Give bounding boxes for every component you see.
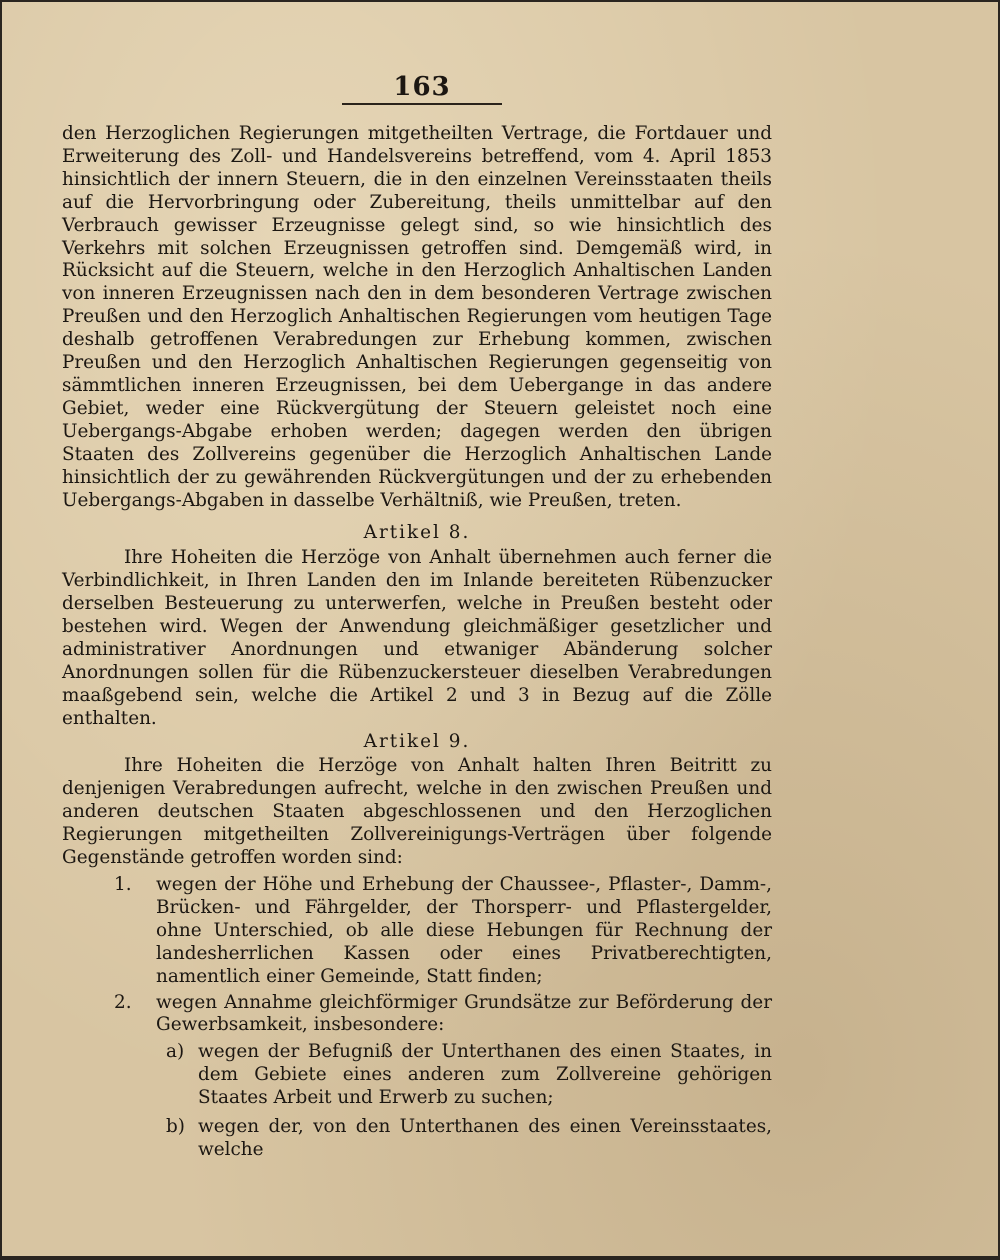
header-rule — [342, 103, 502, 105]
list-item-1 — [62, 874, 772, 989]
article-9-paragraph: Ihre Hoheiten die Herzöge von Anhalt halten Ihren Beitritt zu denjenigen Verabredungen aufrecht, welche in den zwischen Preußen und anderen deutschen Staaten abgeschlossenen und den Herzoglichen Regierungen mitgetheilten Zollvereinigungs-Verträgen über folgende Gegenstände getroffen worden sind: — [62, 755, 772, 869]
article-8-heading: Artikel 8. — [363, 522, 471, 544]
list-item-2-text: wegen Annahme gleichförmiger Grundsätze zur Beförderung der Gewerbsamkeit, insbesondere: — [156, 991, 772, 1036]
sub-marker-b: b) — [166, 1116, 185, 1138]
sub-item-a-text: wegen der Befugniß der Unterthanen des einen Staates, in dem Gebiete eines anderen zum Zollvereine gehörigen Staates Arbeit und Erwerb zu suchen; — [198, 1041, 772, 1109]
sub-item-b-text: wegen der, von den Unterthanen des einen Vereinsstaates, welche — [198, 1116, 772, 1160]
list-item-1-text: wegen der Höhe und Erhebung der Chaussee-, Pflaster-, Damm-, Brücken- und Fährgelder, der Thorsperr- und Pflastergelder, ohne Unterschied, ob alle diese Hebungen für Rechnung der landesherrlichen Kassen oder eines Privatberechtigten, namentlich einer Gemeinde, Statt finden; — [156, 874, 772, 987]
body-text — [62, 123, 772, 1162]
sub-item-b — [62, 1116, 772, 1162]
sub-item-a — [62, 1041, 772, 1110]
intro-paragraph: den Herzoglichen Regierungen mitgetheilten Vertrage, die Fortdauer und Erweiterung des Zoll- und Handelsvereins betreffend, vom 4. April 1853 hinsichtlich der innern Steuern, die in den einzelnen Vereinsstaaten theils auf die Hervorbringung oder Zubereitung, theils unmittelbar auf den Verbrauch gewisser Erzeugnisse gelegt sind, so wie hinsichtlich des Verkehrs mit solchen Erzeugnissen getroffen sind. Demgemäß wird, in Rücksicht auf die Steuern, welche in den Herzoglich Anhaltischen Landen von inneren Erzeugnissen nach den in dem besonderen Vertrage zwischen Preußen und den Herzoglich Anhaltischen Regierungen vom heutigen Tage deshalb getroffenen Verabredungen zur Erhebung kommen, zwischen Preußen und den Herzoglich Anhaltischen Regierungen gegenseitig von sämmtlichen inneren Erzeugnissen, bei dem Uebergange in das andere Gebiet, weder eine Rückvergütung der Steuern geleistet noch eine Uebergangs-Abgabe erhoben werden; dagegen werden den übrigen Staaten des Zollvereins gegenüber die Herzoglich Anhaltischen Lande hinsichtlich der zu gewährenden Rückvergütungen und der zu erhebenden Uebergangs-Abgaben in dasselbe Verhältniß, wie Preußen, treten. — [62, 123, 772, 511]
sub-marker-a: a) — [166, 1041, 185, 1063]
list-marker-2: 2. — [114, 991, 132, 1013]
article-8-paragraph: Ihre Hoheiten die Herzöge von Anhalt übernehmen auch ferner die Verbindlichkeit, in Ihren Landen den im Inlande bereiteten Rübenzucker derselben Besteuerung zu unterwerfen, welche in Preußen besteht oder bestehen wird. Wegen der Anwendung gleichmäßiger gesetzlicher und administrativer Anordnungen und etwaniger Abänderung solcher Anordnungen sollen für die Rübenzuckersteuer dieselben Verabredungen maaßgebend sein, welche die Artikel 2 und 3 in Bezug auf die Zölle enthalten. — [62, 547, 772, 729]
list-item-2 — [62, 992, 772, 1038]
list-marker-1: 1. — [114, 874, 132, 895]
document-page — [2, 2, 998, 1256]
article-9-heading: Artikel 9. — [363, 730, 471, 752]
page-number: 163 — [393, 72, 451, 102]
